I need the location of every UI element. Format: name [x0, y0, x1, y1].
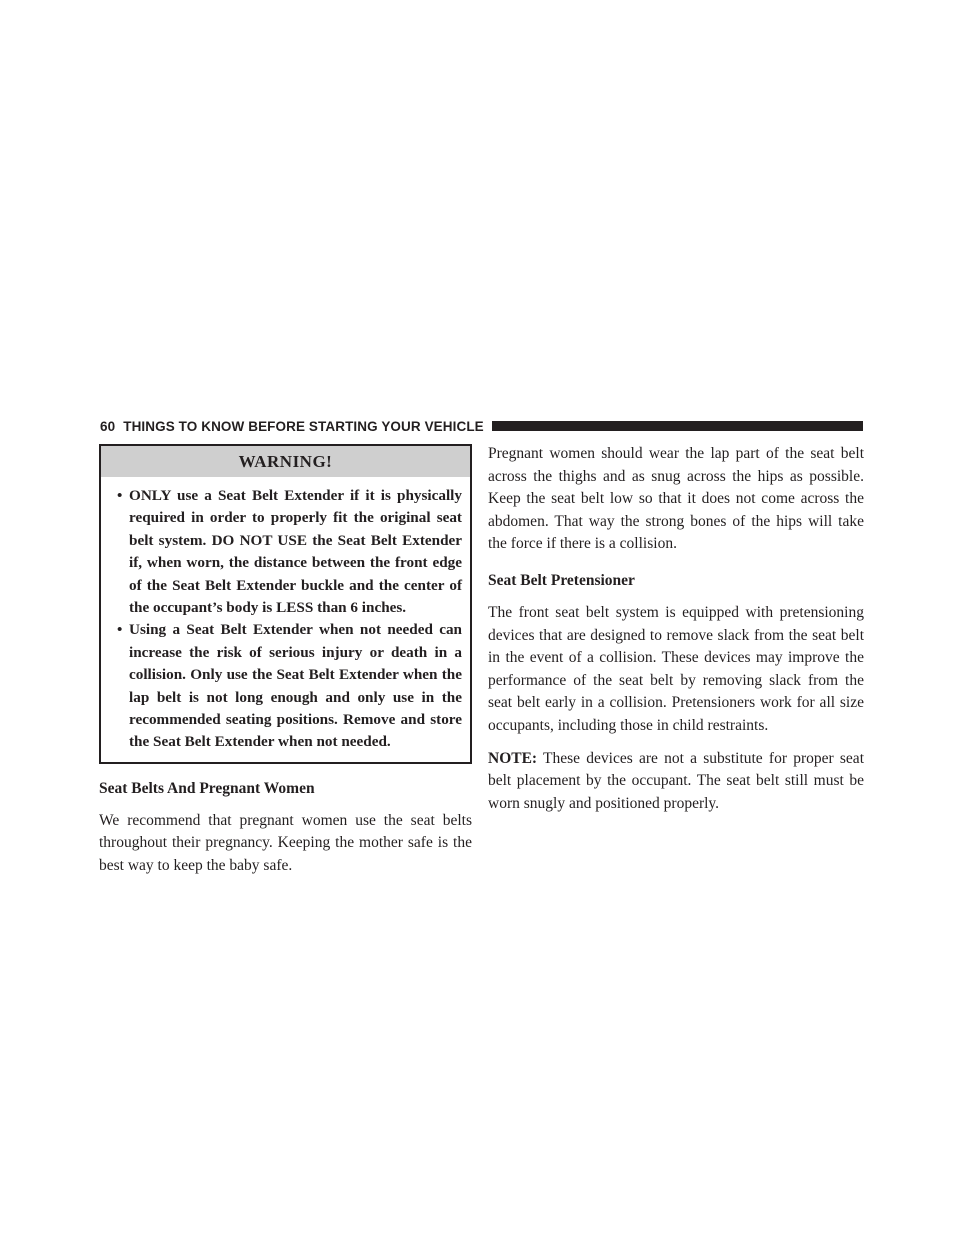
warning-item — [117, 485, 462, 619]
warning-item-text: Using a Seat Belt Extender when not needed can increase the risk of serious injury or death in a collision. Only use the Seat Belt Extender when the lap belt is not long enough and only use in the recommended seating positions. Remove and store the Seat Belt Extender when not needed. — [129, 621, 462, 751]
warning-item — [117, 619, 462, 753]
right-column — [488, 443, 864, 815]
warning-box — [99, 444, 472, 764]
note-paragraph — [488, 748, 864, 816]
pretensioner-heading: Seat Belt Pretensioner — [488, 571, 635, 589]
warning-item-text: ONLY use a Seat Belt Extender if it is physically required in order to properly fit the original seat belt system. DO NOT USE the Seat Belt Extender if, when worn, the distance between the front edge of the Seat Belt Extender buckle and the center of the occupant’s body is LESS than 6 inches. — [129, 487, 462, 617]
pregnant-paragraph-2: Pregnant women should wear the lap part of the seat belt across the thighs and as snug across the hips as possible. Keep the seat belt low so that it does not come across the abdomen. That way the strong bones of the hips will take the force if there is a collision. — [488, 445, 864, 553]
page-header — [100, 417, 863, 435]
page-number: 60 — [100, 418, 116, 434]
pregnant-paragraph-1: We recommend that pregnant women use the seat belts throughout their pregnancy. Keeping the mother safe is the best way to keep the baby safe. — [99, 811, 472, 875]
pregnant-heading: Seat Belts And Pregnant Women — [99, 779, 315, 797]
header-rule — [492, 421, 863, 431]
section-title: THINGS TO KNOW BEFORE STARTING YOUR VEHICLE — [123, 418, 484, 434]
left-column — [99, 444, 472, 878]
note-text: These devices are not a substitute for proper seat belt placement by the occupant. The seat belt still must be worn snugly and positioned properly. — [488, 749, 864, 812]
warning-list — [101, 477, 470, 762]
pretensioner-paragraph: The front seat belt system is equipped with pretensioning devices that are designed to remove slack from the seat belt in the event of a collision. These devices may improve the performance of the seat belt by removing slack from the seat belt early in a collision. Pretensioners work for all size occupants, including those in child restraints. — [488, 603, 864, 734]
note-label: NOTE: — [488, 749, 538, 767]
bullet-icon: • — [117, 621, 123, 639]
warning-title: WARNING! — [101, 446, 470, 477]
bullet-icon: • — [117, 487, 123, 504]
